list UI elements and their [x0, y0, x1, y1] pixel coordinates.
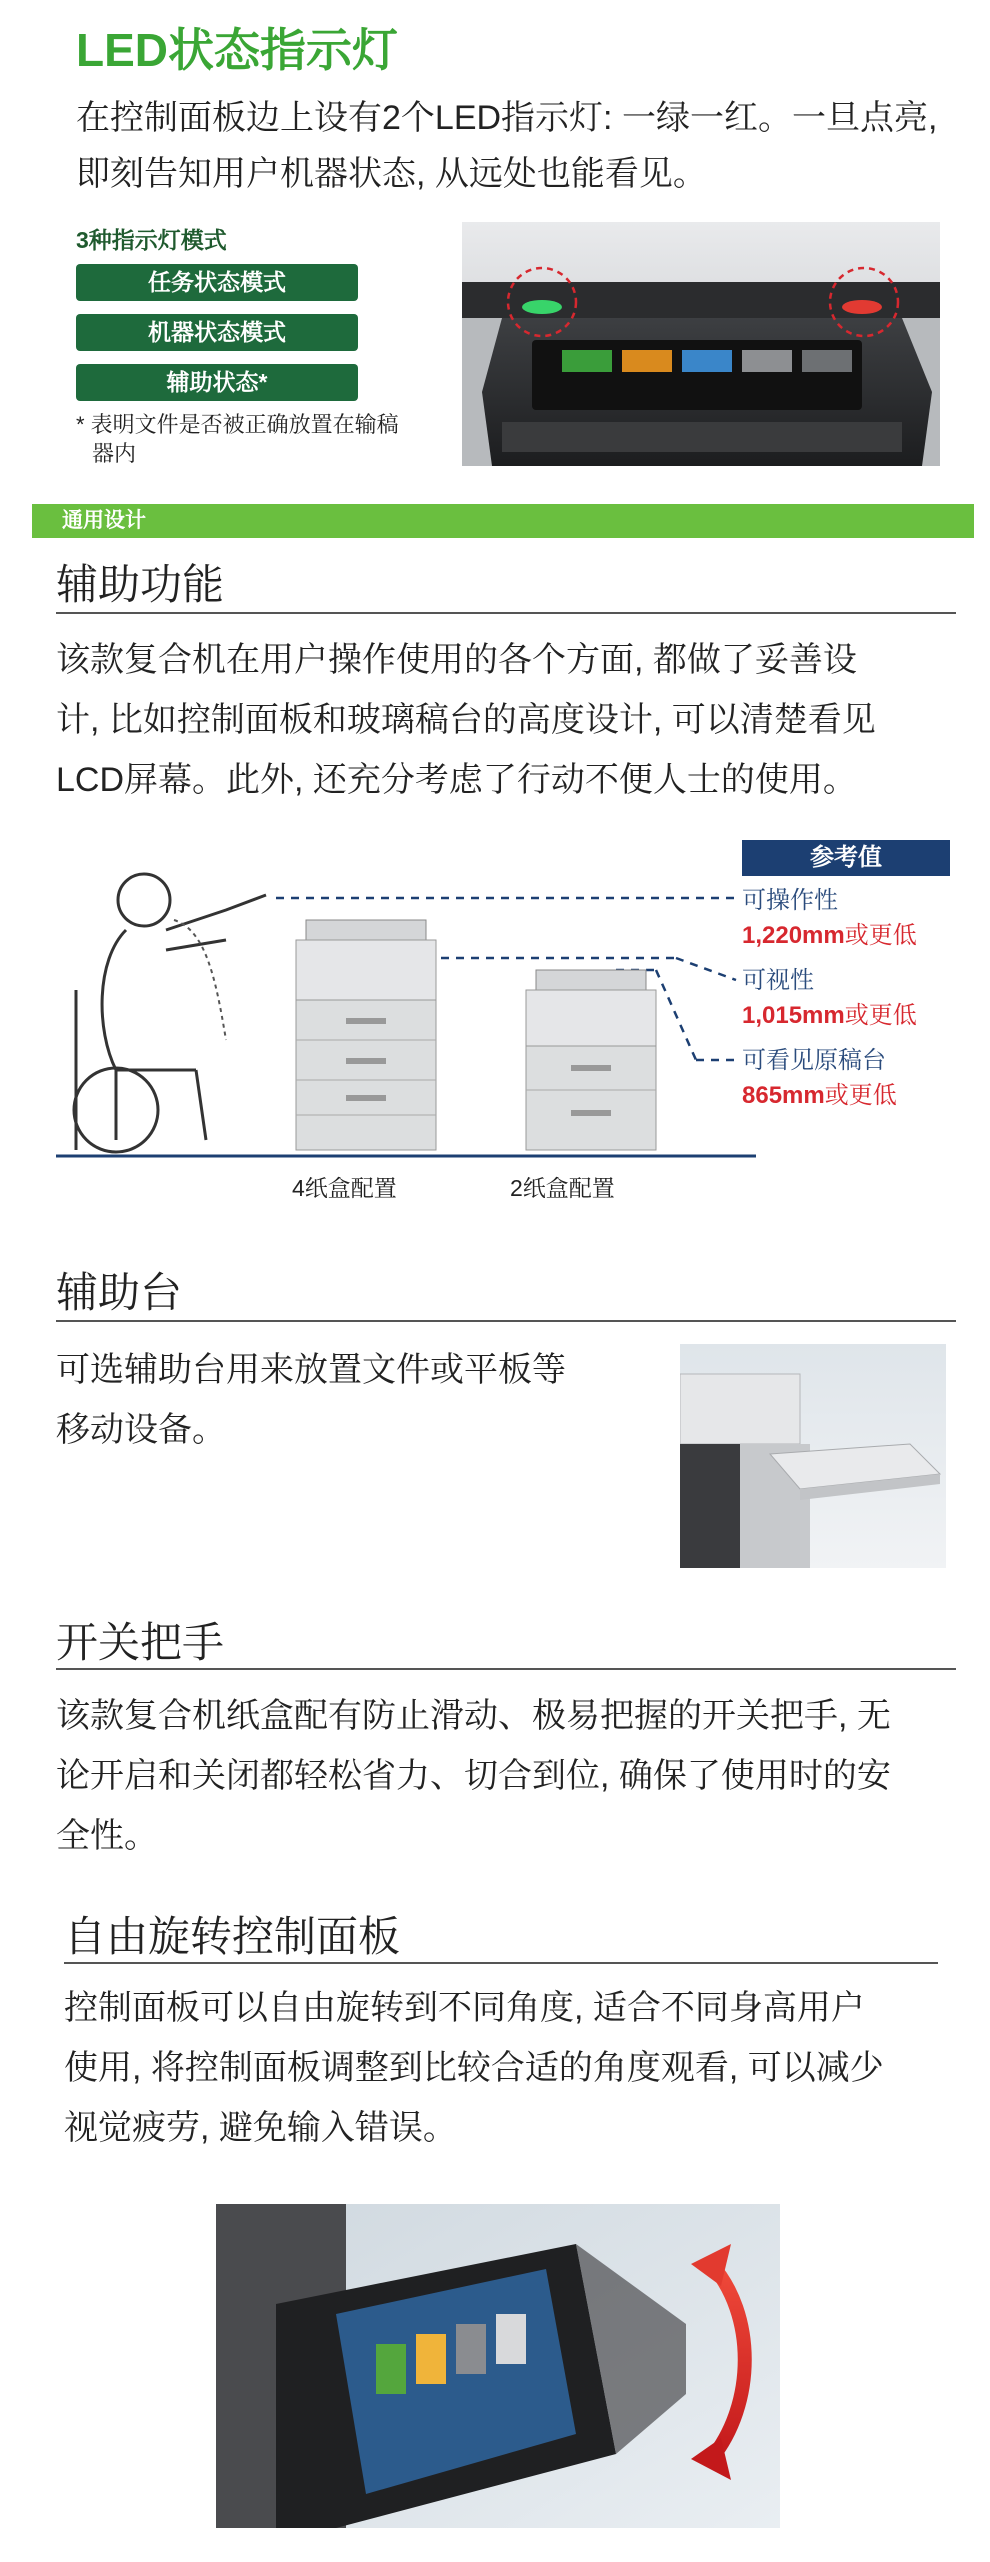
reference-title: 参考值 — [742, 840, 950, 876]
caption-2-tray: 2纸盒配置 — [510, 1175, 615, 1201]
aux-table-photo — [680, 1344, 946, 1568]
footnote-line2: 器内 — [92, 441, 137, 466]
led-desc-line1: 在控制面板边上设有2个LED指示灯: 一绿一红。一旦点亮, — [76, 99, 938, 137]
led-description — [76, 90, 937, 202]
text-line: 论开启和关闭都轻松省力、切合到位, 确保了使用时的安 — [56, 1757, 891, 1795]
reference-label: 可看见原稿台 — [742, 1047, 886, 1074]
text-line: 移动设备。 — [56, 1411, 226, 1449]
reference-label: 可操作性 — [742, 887, 838, 914]
caption-4-tray: 4纸盒配置 — [292, 1175, 397, 1201]
accessibility-title: 辅助功能 — [56, 561, 225, 608]
text-line: 计, 比如控制面板和玻璃稿台的高度设计, 可以清楚看见 — [56, 701, 876, 739]
panel-text — [64, 1978, 884, 2158]
text-line: LCD屏幕。此外, 还充分考虑了行动不便人士的使用。 — [56, 761, 857, 799]
mode-assist-status: 辅助状态* — [76, 364, 358, 401]
accessibility-illustration — [56, 840, 756, 1180]
text-line: 视觉疲劳, 避免输入错误。 — [64, 2109, 457, 2147]
handle-text — [56, 1686, 891, 1866]
reference-item — [742, 1040, 897, 1110]
aux-table-title: 辅助台 — [56, 1269, 183, 1316]
band-label: 通用设计 — [62, 509, 146, 532]
footnote-line1: * 表明文件是否被正确放置在输稿 — [76, 412, 399, 437]
aux-table-text — [56, 1340, 566, 1460]
mode-task-status: 任务状态模式 — [76, 264, 358, 301]
panel-title: 自由旋转控制面板 — [64, 1913, 401, 1960]
reference-value: 1,220mm或更低 — [742, 922, 917, 949]
title-underline — [56, 612, 956, 614]
modes-title: 3种指示灯模式 — [76, 227, 227, 253]
text-line: 该款复合机纸盒配有防止滑动、极易把握的开关把手, 无 — [56, 1697, 891, 1735]
text-line: 可选辅助台用来放置文件或平板等 — [56, 1351, 566, 1389]
led-panel-photo — [462, 222, 940, 466]
text-line: 该款复合机在用户操作使用的各个方面, 都做了妥善设 — [56, 641, 857, 679]
led-title: LED状态指示灯 — [76, 24, 398, 76]
reference-value: 865mm或更低 — [742, 1082, 897, 1109]
accessibility-text — [56, 630, 876, 810]
reference-label: 可视性 — [742, 967, 814, 994]
section-band — [32, 504, 974, 538]
text-line: 使用, 将控制面板调整到比较合适的角度观看, 可以减少 — [64, 2049, 884, 2087]
title-underline — [64, 1962, 938, 1964]
handle-title: 开关把手 — [56, 1619, 225, 1666]
text-line: 全性。 — [56, 1817, 158, 1855]
text-line: 控制面板可以自由旋转到不同角度, 适合不同身高用户 — [64, 1989, 865, 2027]
reference-item — [742, 880, 917, 950]
title-underline — [56, 1668, 956, 1670]
rotating-panel-photo — [216, 2204, 780, 2528]
title-underline — [56, 1320, 956, 1322]
mode-footnote — [76, 410, 399, 468]
reference-value: 1,015mm或更低 — [742, 1002, 917, 1029]
reference-item — [742, 960, 917, 1030]
mode-machine-status: 机器状态模式 — [76, 314, 358, 351]
led-desc-line2: 即刻告知用户机器状态, 从远处也能看见。 — [76, 155, 707, 193]
